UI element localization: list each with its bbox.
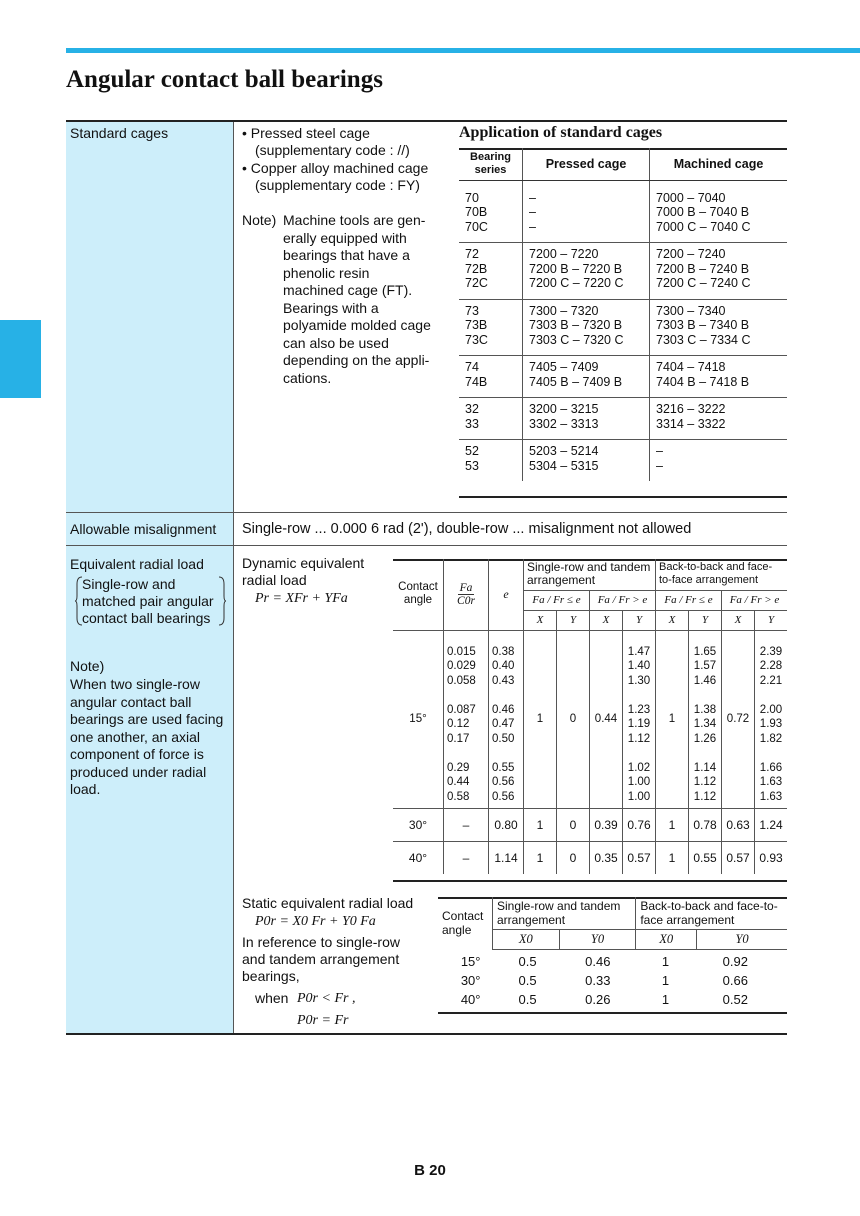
right-brace-icon	[218, 576, 226, 626]
table-row	[459, 356, 787, 398]
header-single-row: Single-row and tandem arrangement	[524, 559, 656, 590]
cell-e: 1.14	[489, 841, 524, 874]
table-bottom-rule	[438, 1012, 787, 1014]
header-cond-gt: Fa / Fr > e	[722, 590, 788, 610]
static-when: when	[255, 990, 289, 1006]
note-line: phenolic resin	[283, 264, 370, 281]
header-y: Y	[755, 610, 788, 630]
note-line: Machine tools are gen-	[283, 212, 426, 228]
cell-x1: 0.5	[518, 954, 537, 969]
cell-machined: 7000 – 7040 7000 B – 7040 B 7000 C – 7040 C	[650, 180, 788, 243]
header-fa: Fa	[459, 581, 473, 594]
header-y: Y	[689, 610, 722, 630]
bracket-line: contact ball bearings	[82, 610, 211, 626]
dynamic-load-table	[393, 559, 787, 874]
cell-angle: 30°	[460, 973, 481, 988]
cell-x: 1	[524, 630, 557, 808]
misalignment-label: Allowable misalignment	[70, 521, 217, 537]
static-condition: P0r < Fr ,	[297, 991, 356, 1006]
cell-y: 1.65 1.57 1.46 1.38 1.34 1.26 1.14 1.12 1.12	[689, 630, 722, 808]
header-e: e	[489, 559, 524, 630]
standard-cages-label: Standard cages	[70, 125, 169, 141]
header-cond-le: Fa / Fr ≤ e	[524, 590, 590, 610]
cell-x4: 0.63	[722, 808, 755, 841]
header-x: X	[524, 610, 557, 630]
note-line: angular contact ball	[70, 693, 192, 710]
cell-series: 32 33	[459, 398, 523, 440]
table-row	[393, 808, 787, 841]
table-row-15	[393, 630, 787, 808]
table-row	[459, 243, 787, 300]
note-line: bearings are used facing	[70, 711, 224, 727]
cell-pressed: 7300 – 7320 7303 B – 7320 B 7303 C – 7320 C	[523, 299, 650, 356]
cell-y3: 0.78	[689, 808, 722, 841]
cell-x2: 1	[661, 973, 670, 988]
cell-machined: – –	[650, 440, 788, 482]
cage-note-prefix: Note)	[242, 212, 277, 228]
header-contact-angle: Contact angle	[393, 559, 444, 630]
header-x0: X0	[636, 930, 697, 950]
cell-machined: 7300 – 7340 7303 B – 7340 B 7303 C – 7334 C	[650, 299, 788, 356]
cell-series: 73 73B 73C	[459, 299, 523, 356]
cell-angle: 40°	[393, 841, 444, 874]
cell-series: 52 53	[459, 440, 523, 482]
cell-pressed: 7200 – 7220 7200 B – 7220 B 7200 C – 7220 C	[523, 243, 650, 300]
cell-ratio: –	[444, 841, 489, 874]
bracket-note	[75, 576, 221, 626]
cell-y: 1.47 1.40 1.30 1.23 1.19 1.12 1.02 1.00 1.00	[623, 630, 656, 808]
cell-series: 74 74B	[459, 356, 523, 398]
header-contact-angle: Contact angle	[442, 909, 484, 938]
dynamic-table-body	[393, 808, 787, 874]
cell-y3: 0.55	[689, 841, 722, 874]
note-line: bearings that have a	[283, 247, 410, 263]
cell-y1: 0.26	[585, 992, 611, 1007]
note-line: can also be used	[283, 334, 389, 351]
note-line: produced under radial	[70, 763, 207, 780]
header-y0: Y0	[697, 930, 787, 950]
header-x: X	[722, 610, 755, 630]
cell-y1: 0	[557, 808, 590, 841]
static-line: and tandem arrangement	[242, 951, 400, 967]
cell-y4: 0.93	[755, 841, 788, 874]
bracket-line: Single-row and	[82, 576, 176, 592]
header-x: X	[656, 610, 689, 630]
table-row	[459, 180, 787, 243]
header-cond-gt: Fa / Fr > e	[590, 590, 656, 610]
cell-x1: 1	[524, 841, 557, 874]
header-back-to-back: Back-to-back and face-to-face arrangement	[636, 897, 787, 930]
cell-machined: 7200 – 7240 7200 B – 7240 B 7200 C – 7240 C	[650, 243, 788, 300]
header-cond-le: Fa / Fr ≤ e	[656, 590, 722, 610]
equivalent-load-label: Equivalent radial load	[70, 556, 204, 572]
header-bearing-series: Bearing series	[459, 148, 523, 180]
cell-x2: 1	[661, 992, 670, 1007]
table-row	[459, 299, 787, 356]
table-row	[438, 971, 787, 990]
table-row	[459, 398, 787, 440]
cell-series: 72 72B 72C	[459, 243, 523, 300]
cell-x1: 1	[524, 808, 557, 841]
cell-x: 0.44	[590, 630, 623, 808]
cage-note	[283, 212, 443, 387]
cell-y1: 0.33	[585, 973, 611, 988]
application-table-body	[459, 180, 787, 481]
misalignment-text: Single-row ... 0.000 6 rad (2'), double-row ... misalignment not allowed	[242, 521, 692, 537]
cell-y2: 0.92	[722, 954, 748, 969]
note-line: one another, an axial	[70, 728, 200, 745]
static-load-table	[438, 897, 787, 1009]
cell-pressed: 5203 – 5214 5304 – 5315	[523, 440, 650, 482]
note-line: Bearings with a	[283, 299, 379, 316]
note-line: depending on the appli-	[283, 352, 430, 368]
cell-y: 0	[557, 630, 590, 808]
cell-pressed: 3200 – 3215 3302 – 3313	[523, 398, 650, 440]
cell-y1: 0	[557, 841, 590, 874]
header-cor: C0r	[457, 594, 475, 607]
cell-x2: 1	[661, 954, 670, 969]
table-row	[393, 841, 787, 874]
cell-pressed: 7405 – 7409 7405 B – 7409 B	[523, 356, 650, 398]
cell-ratio: 0.015 0.029 0.058 0.087 0.12 0.17 0.29 0.44 0.58	[444, 630, 489, 808]
static-formula: P0r = X0 Fr + Y0 Fa	[255, 914, 376, 929]
static-line: bearings,	[242, 968, 300, 984]
static-line: In reference to single-row	[242, 934, 400, 950]
table-row	[438, 990, 787, 1009]
cage-bullet-1: • Pressed steel cage	[242, 125, 370, 141]
page-title: Angular contact ball bearings	[66, 66, 383, 93]
cell-y2: 0.66	[722, 973, 748, 988]
section-rule	[66, 545, 787, 546]
cell-machined: 7404 – 7418 7404 B – 7418 B	[650, 356, 788, 398]
cage-bullet-1-code: (supplementary code : //)	[255, 142, 410, 158]
bracket-line: matched pair angular	[82, 593, 214, 609]
header-machined-cage: Machined cage	[650, 148, 788, 180]
cell-x3: 1	[656, 808, 689, 841]
cell-x: 1	[656, 630, 689, 808]
header-y0: Y0	[559, 930, 636, 950]
cell-y2: 0.57	[623, 841, 656, 874]
note-line: load.	[70, 781, 101, 797]
section-rule	[66, 1033, 787, 1035]
cell-x3: 1	[656, 841, 689, 874]
cell-x: 0.72	[722, 630, 755, 808]
section-rule	[66, 120, 787, 122]
cell-series: 70 70B 70C	[459, 180, 523, 243]
application-table	[459, 148, 787, 481]
cage-bullet-2: • Copper alloy machined cage	[242, 160, 429, 176]
header-x0: X0	[493, 930, 560, 950]
cell-x2: 0.39	[590, 808, 623, 841]
cell-ratio: –	[444, 808, 489, 841]
application-table-title: Application of standard cages	[459, 124, 663, 141]
note-line: erally equipped with	[283, 229, 407, 246]
note-line: polyamide molded cage	[283, 317, 431, 333]
cell-x2: 0.35	[590, 841, 623, 874]
header-x: X	[590, 610, 623, 630]
static-title: Static equivalent radial load	[242, 895, 414, 911]
page-number: B 20	[414, 1162, 446, 1179]
dynamic-title-1: Dynamic equivalent	[242, 555, 365, 571]
static-table-body	[438, 950, 787, 1010]
cell-angle: 40°	[460, 992, 481, 1007]
header-y: Y	[557, 610, 590, 630]
section-tab	[0, 320, 41, 398]
equivalent-load-note	[70, 676, 232, 799]
cell-x1: 0.5	[518, 973, 537, 988]
header-single-row: Single-row and tandem arrangement	[493, 897, 636, 930]
section-rule	[66, 512, 787, 513]
header-back-to-back: Back-to-back and face-to-face arrangement	[656, 559, 788, 590]
cell-y1: 0.46	[585, 954, 611, 969]
note-line: When two single-row	[70, 676, 200, 692]
note-line: cations.	[283, 369, 332, 386]
note-line: component of force is	[70, 746, 204, 762]
cell-angle: 30°	[393, 808, 444, 841]
header-fa-cor	[444, 559, 489, 630]
header-y: Y	[623, 610, 656, 630]
table-bottom-rule	[393, 880, 787, 882]
top-accent-rule	[66, 48, 860, 53]
table-bottom-rule	[459, 496, 787, 498]
cell-y2: 0.76	[623, 808, 656, 841]
cell-y2: 0.52	[722, 992, 748, 1007]
dynamic-title-2: radial load	[242, 572, 307, 588]
equivalent-load-note-title: Note)	[70, 658, 105, 674]
cell-pressed: – – –	[523, 180, 650, 243]
dynamic-formula: Pr = XFr + YFa	[255, 591, 348, 606]
cell-x1: 0.5	[518, 992, 537, 1007]
column-divider	[233, 121, 234, 1034]
cell-e: 0.80	[489, 808, 524, 841]
cell-y: 2.39 2.28 2.21 2.00 1.93 1.82 1.66 1.63 1.63	[755, 630, 788, 808]
cell-machined: 3216 – 3222 3314 – 3322	[650, 398, 788, 440]
note-line: machined cage (FT).	[283, 282, 413, 298]
table-row	[438, 950, 787, 972]
cell-angle: 15°	[409, 713, 427, 725]
cell-angle: 15°	[460, 953, 481, 969]
cell-e: 0.38 0.40 0.43 0.46 0.47 0.50 0.55 0.56 0.56	[489, 630, 524, 808]
static-result: P0r = Fr	[297, 1013, 349, 1028]
cage-bullet-2-code: (supplementary code : FY)	[255, 177, 420, 193]
header-pressed-cage: Pressed cage	[523, 148, 650, 180]
cell-y4: 1.24	[755, 808, 788, 841]
table-row	[459, 440, 787, 482]
cell-x4: 0.57	[722, 841, 755, 874]
